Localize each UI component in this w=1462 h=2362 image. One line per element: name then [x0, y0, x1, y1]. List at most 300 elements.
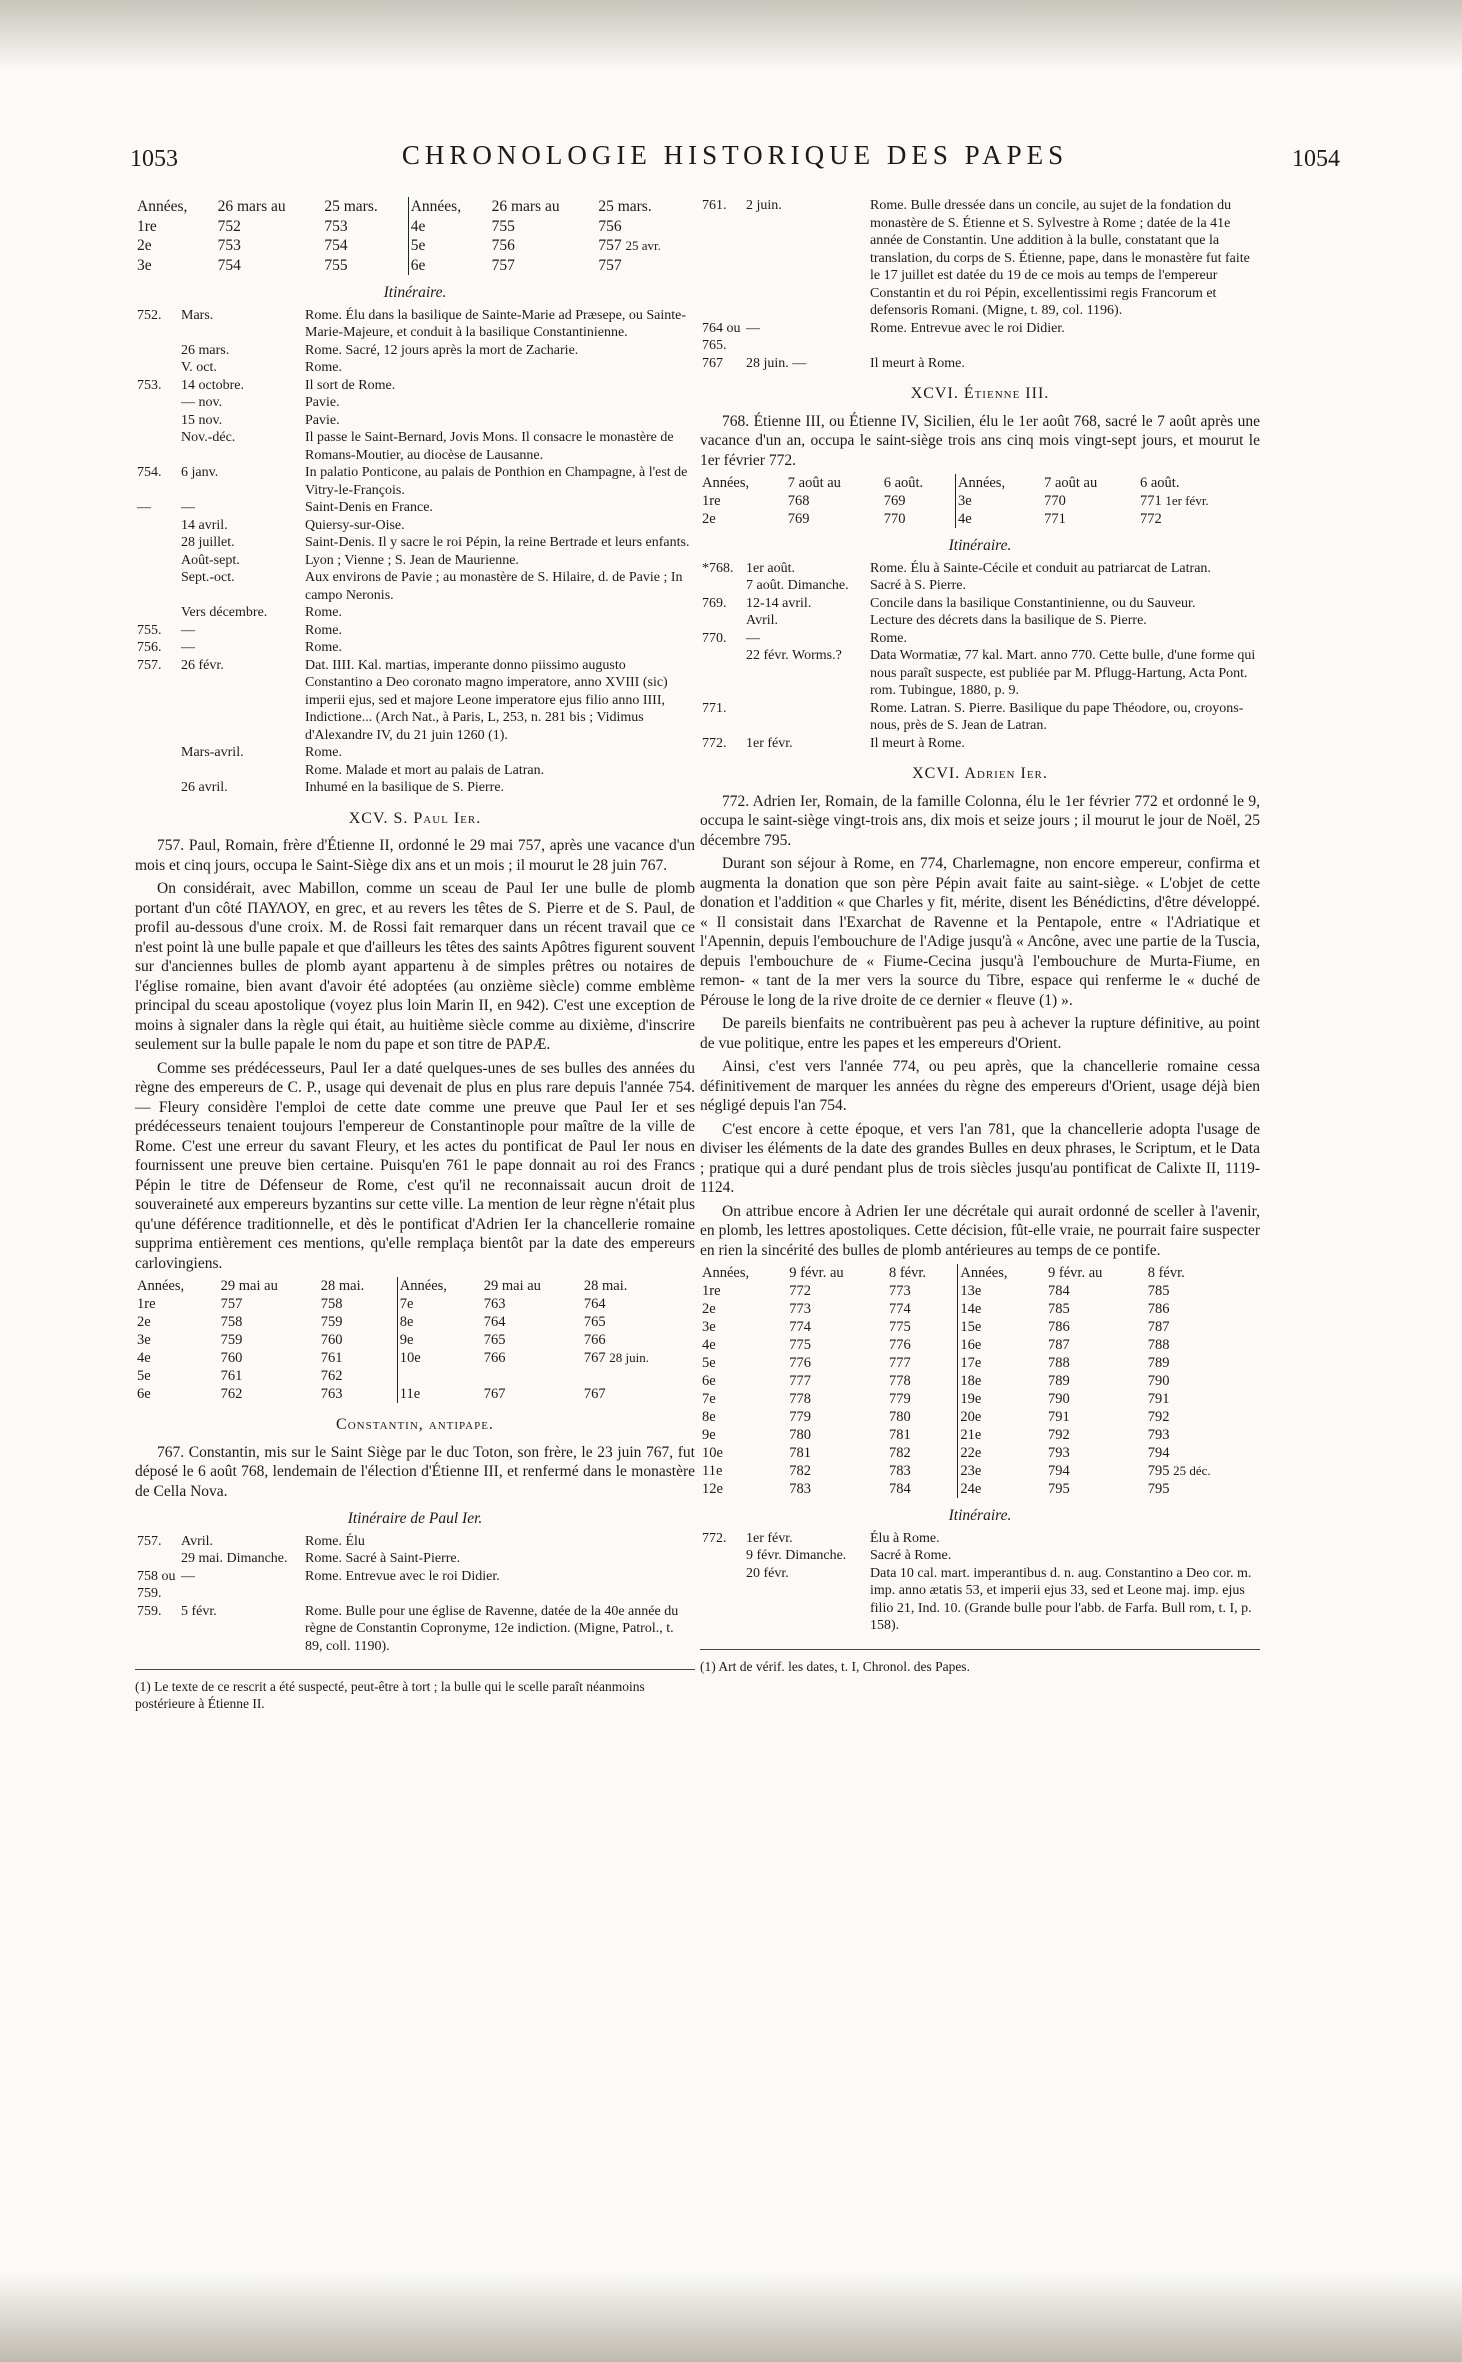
entry-year — [135, 359, 179, 377]
paragraph: On attribue encore à Adrien Ier une décrétale qui aurait ordonné de sceller à l'avenir, en plomb, les lettres apostoliques. Cette décision, fût-elle vraie, ne pourrait faire suspecter en rien la sincérité des bulles de plomb antérieures au temps de ce pontife. — [700, 1202, 1260, 1259]
entry-date: — — [181, 622, 195, 638]
entry-date: 9 févr. Dimanche. — [746, 1548, 847, 1563]
section-heading-adrien — [700, 764, 1260, 784]
table-cell: 24e — [958, 1480, 1046, 1498]
entry-year — [135, 779, 179, 797]
entry-date: 7 août. Dimanche. — [746, 578, 849, 593]
entry-date: — — [181, 500, 195, 515]
footnote: (1) Le texte de ce rescrit a été suspecté, peut-être à tort ; la bulle qui le scelle paraît néanmoins postérieure à Étienne II. — [135, 1679, 645, 1711]
table-cell — [1146, 1462, 1260, 1480]
entry-year: 755. — [137, 622, 162, 638]
entry-text: Il meurt à Rome. — [870, 355, 965, 371]
table-row — [135, 256, 695, 276]
table-value: 767 — [583, 1386, 606, 1402]
paragraph: 772. Adrien Ier, Romain, de la famille Colonna, élu le 1er février 772 et ordonné le 9, occupa le saint-siège vingt-trois ans, dix mois et seize jours ; il mourut le jour de Noël, 25 décembre 795. — [700, 792, 1260, 849]
table-row — [135, 1295, 695, 1313]
table-value: 757 — [598, 256, 622, 274]
table-cell: 759 — [320, 1314, 343, 1330]
entry-date: — — [746, 320, 760, 336]
table-cell — [1146, 1480, 1260, 1498]
table-row — [700, 1318, 1260, 1336]
th: 6 août. — [1140, 475, 1180, 491]
table-cell: 779 — [789, 1409, 812, 1425]
table-row — [135, 217, 695, 237]
table-cell: 753 — [217, 237, 241, 254]
table-cell: 4e — [702, 1337, 716, 1353]
entry-year: *768. — [702, 560, 734, 576]
paragraph: De pareils bienfaits ne contribuèrent pas peu à achever la rupture définitive, au point de vue politique, entre les papes et les empereurs d'Orient. — [700, 1015, 1260, 1052]
table-value: 767 — [583, 1350, 606, 1366]
section-heading-xcvi — [700, 384, 1260, 404]
running-title: CHRONOLOGIE HISTORIQUE DES PAPES — [401, 140, 1069, 170]
table-cell: 3e — [955, 492, 1042, 510]
entry-text: Rome. — [305, 640, 342, 655]
itinerary-entry — [700, 577, 1260, 595]
th: 8 févr. — [1147, 1265, 1185, 1281]
table-value: 793 — [1147, 1427, 1170, 1443]
entry-text: Rome. Sacré, 12 jours après la mort de Zacharie. — [305, 342, 579, 358]
table-cell — [1146, 1282, 1260, 1300]
table-cell: 758 — [320, 1296, 343, 1312]
entry-text: Il meurt à Rome. — [870, 735, 965, 751]
entry-year — [700, 612, 744, 630]
table-cell: 788 — [1048, 1355, 1070, 1371]
entry-year — [135, 552, 179, 570]
entry-date: 2 juin. — [746, 198, 782, 213]
paragraph: 768. Étienne III, ou Étienne IV, Sicilien, élu le 1er août 768, sacré le 7 août après une vacance d'un an, occupa le saint-siège trois ans cinq mois vingt-sept jours, et mourut le 1er février 772. — [700, 412, 1260, 469]
years-table-paul-i — [135, 1277, 695, 1403]
itinerary-entry — [700, 1547, 1260, 1565]
entry-year — [135, 534, 179, 552]
entry-year: — — [137, 500, 151, 515]
table-cell: 2e — [702, 1301, 716, 1317]
table-cell: 775 — [888, 1319, 911, 1335]
table-cell: 5e — [408, 236, 489, 256]
table-cell: 773 — [789, 1301, 812, 1317]
entry-year: 761. — [702, 198, 727, 213]
entry-text: Rome. Bulle pour une église de Ravenne, datée de la 40e année du règne de Constantin Copronyme, 12e indiction. (Migne, Patrol., t. 89, coll. 1190). — [305, 1603, 679, 1654]
table-row — [700, 510, 1260, 528]
table-row — [700, 492, 1260, 510]
entry-year — [700, 577, 744, 595]
entry-year: 754. — [137, 465, 162, 480]
entry-date: 29 mai. Dimanche. — [181, 1551, 288, 1566]
table-cell: 4e — [137, 1350, 151, 1366]
entry-year — [135, 517, 179, 535]
entry-year — [135, 744, 179, 762]
th: Années, — [958, 1264, 1046, 1282]
itinerary-entry — [700, 700, 1260, 735]
table-value: 766 — [583, 1332, 606, 1348]
table-row — [700, 1426, 1260, 1444]
entry-year — [135, 412, 179, 430]
entry-text: Saint-Denis en France. — [305, 500, 433, 515]
table-cell: 789 — [1048, 1373, 1070, 1389]
table-cell: 775 — [789, 1337, 812, 1353]
table-cell: 763 — [320, 1386, 343, 1402]
entry-text: Rome. Élu à Sainte-Cécile et conduit au patriarcat de Latran. — [870, 560, 1211, 576]
table-cell — [482, 1367, 582, 1385]
table-cell — [582, 1313, 695, 1331]
entry-text: Aux environs de Pavie ; au monastère de S. Hilaire, d. de Pavie ; In campo Neronis. — [305, 570, 683, 603]
table-row — [700, 1444, 1260, 1462]
entry-date: 1er août. — [746, 560, 795, 576]
entry-text: Sacré à S. Pierre. — [870, 578, 967, 593]
entry-date — [744, 700, 868, 735]
table-cell: 753 — [324, 217, 348, 235]
entry-date: 14 octobre. — [181, 377, 244, 393]
th: 28 mai. — [583, 1278, 628, 1294]
table-cell: 3e — [137, 256, 152, 274]
page-header — [130, 140, 1340, 180]
itinerary-entry — [135, 657, 695, 745]
entry-date: V. oct. — [181, 360, 217, 375]
itinerary-heading: Itinéraire. — [383, 284, 447, 301]
table-cell: 781 — [789, 1445, 812, 1461]
table-cell: 795 — [1048, 1481, 1070, 1497]
th: 8 févr. — [888, 1265, 926, 1281]
table-cell: 757 — [491, 256, 515, 274]
entry-date: 15 nov. — [181, 412, 223, 428]
table-cell — [1138, 510, 1260, 528]
itinerary-entry — [700, 647, 1260, 700]
itinerary-entry — [700, 355, 1260, 373]
section-heading-constantin — [135, 1415, 695, 1435]
itinerary-entry — [135, 534, 695, 552]
table-cell: 759 — [220, 1332, 243, 1348]
entry-text: Rome. Élu — [305, 1533, 365, 1549]
itinerary-list — [700, 560, 1260, 753]
entry-text: Lyon ; Vienne ; S. Jean de Maurienne. — [305, 552, 519, 568]
table-note: 1er févr. — [1165, 493, 1209, 508]
table-cell: 2e — [137, 1314, 151, 1330]
th: 7 août au — [1044, 475, 1098, 491]
entry-text: Rome. Latran. S. Pierre. Basilique du pape Théodore, ou, croyons-nous, près de S. Jean de Latran. — [870, 700, 1244, 733]
entry-date: — nov. — [181, 395, 223, 410]
entry-year — [135, 342, 179, 360]
table-cell: 8e — [702, 1409, 716, 1425]
table-cell: 762 — [220, 1386, 243, 1402]
table-cell: 776 — [789, 1355, 812, 1371]
itinerary-entry — [135, 464, 695, 499]
table-cell: 752 — [217, 217, 241, 235]
table-cell — [1146, 1408, 1260, 1426]
table-cell — [596, 236, 695, 256]
paragraph: Durant son séjour à Rome, en 774, Charlemagne, non encore empereur, confirma et augmenta la donation que son père Pépin avait faite au saint-siège. « L'objet de cette donation et l'addition « que Charles y fit, mérite, disent les Bénédictins, d'être développé. « Il consistait dans l'Exarchat de Ravenne et la Pentapole, entre « l'Adriatique et l'Apennin, depuis l'embouchure de l'Adige jusqu'à « Ancône, avec une partie de la Tuscia, depuis l'embouchure de « Fiume-Cecina jusqu'à l'embouchure de Murta-Fiume, en remon- « tant de la mer vers la source du Tibre, espace qui renferme le « duché de Pérouse le long de la rive droite de ce dernier « fleuve (1) ». — [700, 855, 1260, 1009]
entry-text: Pavie. — [305, 395, 340, 410]
th: Années, — [702, 475, 750, 491]
table-cell: 774 — [888, 1301, 911, 1317]
entry-year: 757. — [137, 657, 162, 673]
entry-date: 20 févr. — [746, 1565, 789, 1581]
itinerary-entry — [135, 412, 695, 430]
entry-text: Rome. Entrevue avec le roi Didier. — [305, 1568, 500, 1584]
table-body — [135, 217, 695, 276]
table-row — [135, 1313, 695, 1331]
table-cell — [1146, 1354, 1260, 1372]
table-cell: 14e — [958, 1300, 1046, 1318]
itinerary-entry — [135, 429, 695, 464]
table-cell: 761 — [220, 1368, 243, 1384]
scan-edge-top — [0, 0, 1462, 70]
entry-text: Rome. Entrevue avec le roi Didier. — [870, 320, 1065, 336]
entry-text: Il sort de Rome. — [305, 377, 396, 393]
th: 9 févr. au — [1048, 1265, 1103, 1281]
itinerary-entry — [135, 569, 695, 604]
entry-year: 757. — [137, 1533, 162, 1549]
table-cell: 4e — [955, 510, 1042, 528]
table-cell — [582, 1295, 695, 1313]
table-cell: 764 — [483, 1314, 506, 1330]
itinerary-entry — [135, 377, 695, 395]
entry-date: 12-14 avril. — [746, 595, 812, 611]
entry-date: 26 avril. — [181, 780, 228, 795]
table-cell: 773 — [888, 1283, 911, 1299]
table-cell: 4e — [408, 217, 489, 237]
table-value: 764 — [583, 1296, 606, 1312]
th: 6 août. — [883, 475, 924, 491]
entry-date: — — [181, 640, 195, 655]
th: 28 mai. — [320, 1278, 365, 1294]
table-row — [700, 1480, 1260, 1498]
table-cell: 769 — [883, 493, 906, 509]
table-row — [700, 1408, 1260, 1426]
th: 25 mars. — [598, 198, 652, 215]
entry-text: Rome. Malade et mort au palais de Latran. — [305, 762, 545, 778]
itinerary-entry — [135, 744, 695, 762]
entry-text: In palatio Ponticone, au palais de Ponthion en Champagne, à l'est de Vitry-le-François. — [305, 465, 688, 498]
table-cell: 754 — [324, 237, 348, 254]
table-cell: 6e — [408, 256, 489, 276]
years-table-adrien-i — [700, 1264, 1260, 1498]
table-row — [700, 1300, 1260, 1318]
table-value: 785 — [1147, 1283, 1170, 1299]
itinerary-list — [135, 1533, 695, 1656]
th: 29 mai au — [483, 1278, 541, 1294]
table-cell: 760 — [320, 1332, 343, 1348]
table-cell: 791 — [1048, 1409, 1070, 1425]
itinerary-entry — [135, 1568, 695, 1603]
table-cell — [1146, 1300, 1260, 1318]
th: Années, — [137, 198, 188, 215]
table-value: 787 — [1147, 1319, 1170, 1335]
table-cell: 782 — [789, 1463, 812, 1479]
table-cell — [1146, 1336, 1260, 1354]
table-value: 757 — [598, 237, 622, 254]
table-cell: 786 — [1048, 1319, 1070, 1335]
table-cell — [582, 1385, 695, 1403]
table-cell — [1138, 492, 1260, 510]
section-title: XCVI. Adrien Ier. — [912, 765, 1048, 782]
th: 7 août au — [787, 475, 841, 491]
table-row — [135, 1349, 695, 1367]
table-cell — [1146, 1390, 1260, 1408]
table-cell: 10e — [702, 1445, 723, 1461]
itinerary-entry — [135, 342, 695, 360]
table-cell: 755 — [324, 256, 348, 274]
table-cell: 767 — [483, 1386, 506, 1402]
table-cell: 762 — [320, 1368, 343, 1384]
entry-date: 14 avril. — [181, 517, 228, 533]
table-cell: 17e — [958, 1354, 1046, 1372]
itinerary-list — [700, 197, 1260, 372]
entry-date: 22 févr. Worms.? — [746, 648, 842, 663]
itinerary-entry — [700, 197, 1260, 320]
entry-text: Rome. — [305, 605, 342, 620]
th: Années, — [397, 1277, 481, 1295]
table-row — [135, 1367, 695, 1385]
entry-date: Avril. — [181, 1533, 214, 1549]
entry-text: Rome. Sacré à Saint-Pierre. — [305, 1551, 461, 1566]
table-cell: 11e — [702, 1463, 723, 1479]
table-cell: 22e — [958, 1444, 1046, 1462]
itinerary-entry — [135, 622, 695, 640]
entry-year: 772. — [702, 1530, 727, 1546]
table-cell: 777 — [888, 1355, 911, 1371]
entry-date: Mars-avril. — [181, 745, 244, 760]
itinerary-entry — [700, 630, 1260, 648]
entry-year — [135, 1550, 179, 1568]
table-cell: 779 — [888, 1391, 911, 1407]
entry-text: Quiersy-sur-Oise. — [305, 517, 405, 533]
table-row — [135, 236, 695, 256]
entry-year: 758 ou 759. — [137, 1568, 176, 1601]
table-value: 786 — [1147, 1301, 1170, 1317]
entry-date: — — [181, 1568, 195, 1584]
entry-date: 28 juin. — — [746, 355, 807, 371]
scan-edge-bottom — [0, 2272, 1462, 2362]
table-cell: 765 — [483, 1332, 506, 1348]
table-cell: 3e — [137, 1332, 151, 1348]
years-table-etienne-ii — [135, 197, 695, 275]
entry-text: Dat. IIII. Kal. martias, imperante donno piissimo augusto Constantino a Deo coronato magno imperatore, anno XVIII (sic) imperii ejus, sed et majore Leone imperatore ejus filio anno IIII, Indictione... (Arch Nat., à Paris, L, 253, n. 281 bis ; Vidimus d'Alexandre IV, du 21 juin 1260 (1). — [305, 657, 668, 743]
table-body — [700, 492, 1260, 528]
itinerary-entry — [135, 499, 695, 517]
table-cell: 756 — [491, 237, 515, 254]
page-number-left: 1053 — [130, 146, 178, 172]
table-cell: 20e — [958, 1408, 1046, 1426]
table-row — [700, 1462, 1260, 1480]
table-value: 795 — [1147, 1463, 1170, 1479]
table-value: 756 — [598, 217, 622, 235]
entry-text: Concile dans la basilique Constantinienne, ou du Sauveur. — [870, 595, 1196, 611]
entry-text: Rome. — [305, 360, 342, 375]
entry-year — [700, 1565, 744, 1635]
itinerary-entry — [700, 1530, 1260, 1548]
entry-text: Il passe le Saint-Bernard, Jovis Mons. Il consacre le monastère de Romans-Moutier, au diocèse de Lausanne. — [305, 430, 674, 463]
table-row — [700, 1354, 1260, 1372]
paragraph: C'est encore à cette époque, et vers l'an 781, que la chancellerie adopta l'usage de diviser les éléments de la date des grandes Bulles en deux phrases, le Scriptum, et le Data ; pratique qui a duré pendant plus de trois siècles jusqu'au pontificat de Calixte II, 1119-1124. — [700, 1120, 1260, 1196]
itinerary-entry — [700, 560, 1260, 578]
footnote: (1) Art de vérif. les dates, t. I, Chronol. des Papes. — [700, 1658, 970, 1674]
table-cell: 763 — [483, 1296, 506, 1312]
table-cell: 10e — [397, 1349, 481, 1367]
right-column — [700, 195, 1260, 1675]
entry-date: 28 juillet. — [181, 535, 235, 550]
table-cell: 769 — [787, 511, 810, 527]
table-cell — [1146, 1372, 1260, 1390]
itinerary-entry — [135, 307, 695, 342]
table-cell: 5e — [702, 1355, 716, 1371]
section-title: Constantin, antipape. — [336, 1416, 494, 1433]
entry-text: Data Wormatiæ, 77 kal. Mart. anno 770. Cette bulle, d'une forme qui nous paraît suspecte, est publiée par M. Pflugg-Hartung, Acta Pont. rom. Tubingue, 1880, p. 9. — [870, 648, 1256, 698]
table-cell: 1re — [702, 493, 721, 509]
table-cell: 778 — [888, 1373, 911, 1389]
entry-text: Data 10 cal. mart. imperantibus d. n. aug. Constantino a Deo cor. m. imp. anno ætatis 53, et imperii ejus 33, sed et Leone maj. imp. ejus filio 21, Ind. 10. (Grande bulle pour l'abb. de Farfa. Bull rom, t. I, p. 158). — [870, 1565, 1252, 1633]
table-cell: 770 — [883, 511, 906, 527]
entry-year: 756. — [137, 640, 162, 655]
paragraph: 767. Constantin, mis sur le Saint Siège par le duc Toton, son frère, le 23 juin 767, fut déposé le 6 août 768, lendemain de l'élection d'Étienne III, et renfermé dans le monastère de Cella Nova. — [135, 1443, 695, 1500]
paragraph: On considérait, avec Mabillon, comme un sceau de Paul Ier une bulle de plomb portant d'un côté ΠΑΥΛΟΥ, en grec, et au revers les têtes de S. Pierre et de S. Paul, de profil au-dessous d'une croix. M. de Rossi fait remarquer dans un récent travail que ce n'est point là une bulle papale et que d'ailleurs les têtes des saints Apôtres figurent souvent sur d'anciennes bulles de plomb ayant appartenu à de simples prêtres ou notaires de l'église romaine, bien avant d'avoir été adoptées (au onzième siècle) comme emblème principal du sceau apostolique (voyez plus loin Marin II, en 942). C'est une exception de moins à signaler dans la règle qui était, au huitième siècle comme au dixième, d'inscrire seulement sur la bulle papale le nom du pape et son titre de PAPÆ. — [135, 880, 695, 1053]
itinerary-entry — [135, 1550, 695, 1568]
itinerary-entry — [135, 779, 695, 797]
table-value: 765 — [583, 1314, 606, 1330]
entry-text: Sacré à Rome. — [870, 1548, 952, 1563]
table-cell: 783 — [888, 1463, 911, 1479]
footnote-rule — [700, 1649, 1260, 1650]
table-cell: 774 — [789, 1319, 812, 1335]
entry-year — [700, 647, 744, 700]
entry-date: Nov.-déc. — [181, 430, 236, 445]
entry-text: Rome. — [870, 630, 907, 646]
table-cell — [1146, 1426, 1260, 1444]
entry-year: 771. — [702, 700, 727, 716]
table-cell: 754 — [217, 256, 241, 274]
footnote-rule — [135, 1669, 695, 1670]
entry-year — [700, 1547, 744, 1565]
table-value: 789 — [1147, 1355, 1170, 1371]
itinerary-list — [135, 307, 695, 797]
table-value: 788 — [1147, 1337, 1170, 1353]
table-cell: 776 — [888, 1337, 911, 1353]
table-row — [700, 1390, 1260, 1408]
table-value: 792 — [1147, 1409, 1170, 1425]
entry-date: Avril. — [746, 613, 779, 628]
table-row — [700, 1282, 1260, 1300]
entry-year — [135, 569, 179, 604]
itinerary-entry — [135, 1603, 695, 1656]
entry-text: Rome. — [305, 622, 342, 638]
table-cell: 7e — [397, 1295, 481, 1313]
table-value: 794 — [1147, 1445, 1170, 1461]
entry-date: 5 févr. — [181, 1603, 217, 1619]
itinerary-entry — [700, 595, 1260, 613]
table-cell: 771 — [1044, 511, 1066, 527]
entry-text: Saint-Denis. Il y sacre le roi Pépin, la reine Bertrade et leurs enfants. — [305, 535, 690, 550]
table-cell: 781 — [888, 1427, 911, 1443]
table-cell: 2e — [137, 237, 152, 254]
table-cell: 18e — [958, 1372, 1046, 1390]
entry-date: — — [746, 630, 760, 646]
section-heading-xcv — [135, 809, 695, 829]
table-cell: 9e — [397, 1331, 481, 1349]
table-body — [700, 1282, 1260, 1498]
table-cell: 757 — [220, 1296, 243, 1312]
table-cell: 13e — [958, 1282, 1046, 1300]
entry-year — [135, 762, 179, 780]
table-value: 791 — [1147, 1391, 1170, 1407]
th: Années, — [137, 1278, 185, 1294]
table-cell: 794 — [1048, 1463, 1070, 1479]
paragraph: 757. Paul, Romain, frère d'Étienne II, ordonné le 29 mai 757, après une vacance d'un mois et cinq jours, occupa le Saint-Siège dix ans et un mois ; il mourut le 28 juin 767. — [135, 837, 695, 874]
table-cell: 777 — [789, 1373, 812, 1389]
table-cell: 7e — [702, 1391, 716, 1407]
table-cell: 15e — [958, 1318, 1046, 1336]
table-cell — [1146, 1444, 1260, 1462]
entry-date: Sept.-oct. — [181, 570, 235, 585]
entry-text: Rome. Bulle dressée dans un concile, au sujet de la fondation du monastère de S. Étienne et S. Sylvestre à Rome ; datée de la 41e année de Constantin. Une addition à la bulle, constatant que la translation, du corps de S. Étienne, pape, dans le monastère fut faite le 17 juillet est datée du 19 de ce mois au temps de l'empereur Constantin et du roi Pépin, excellentissimi regis Francorum et defensoris Romani. (Migne, t. 89, col. 1196). — [870, 198, 1250, 318]
itinerary-entry — [700, 320, 1260, 355]
